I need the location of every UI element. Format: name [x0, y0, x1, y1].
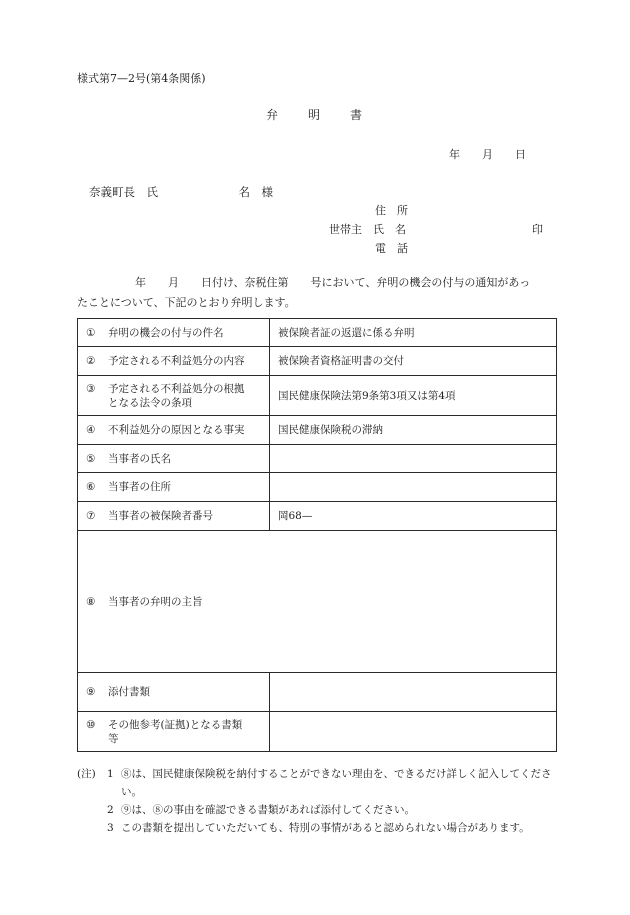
statement-table [77, 318, 557, 752]
value-cell[interactable]: 国民健康保険法第9条第3項又は第4項 [270, 376, 557, 416]
table-row: ② 予定される不利益処分の内容 被保険者資格証明書の交付 [78, 347, 557, 376]
value-cell[interactable]: 被保険者証の返還に係る弁明 [270, 319, 557, 347]
value-cell[interactable] [270, 673, 557, 712]
table-row: ④ 不利益処分の原因となる事実 国民健康保険税の滞納 [78, 416, 557, 445]
value-cell[interactable]: 岡68— [270, 502, 557, 531]
date-line: 年 月 日 [449, 148, 526, 161]
table-row [78, 531, 557, 673]
document-title: 弁 明 書 [265, 108, 364, 122]
name-label: 氏 名 [373, 223, 406, 236]
form-number: 様式第7—2号(第4条関係) [77, 72, 206, 85]
intro-line-2: たことについて、下記のとおり弁明します。 [77, 296, 296, 309]
value-cell[interactable] [270, 445, 557, 473]
table-row: ⑨ 添付書類 [78, 673, 557, 712]
phone-label: 電 話 [375, 242, 408, 255]
table-row: ⑦ 当事者の被保険者番号 岡68— [78, 502, 557, 531]
notes [77, 765, 567, 837]
table-row: ⑤ 当事者の氏名 [78, 445, 557, 473]
table-row: ③ 予定される不利益処分の根拠 となる法令の条項 国民健康保険法第9条第3項又は第4項 [78, 376, 557, 416]
intro-paragraph [77, 273, 557, 313]
value-cell[interactable]: 被保険者資格証明書の交付 [270, 347, 557, 376]
table-row: ⑩ その他参考(証拠)となる書類 等 [78, 712, 557, 752]
seal-mark: 印 [532, 223, 543, 236]
statement-summary-cell[interactable]: ⑧ 当事者の弁明の主旨 [78, 531, 557, 673]
value-cell[interactable] [270, 473, 557, 502]
value-cell[interactable] [270, 712, 557, 752]
notes-prefix: (注) [77, 768, 96, 780]
table-row: ① 弁明の機会の付与の件名 被保険者証の返還に係る弁明 [78, 319, 557, 347]
note-item: 2 ⑨は、⑧の事由を確認できる書類があれば添付してください。 [107, 804, 415, 816]
table-row: ⑥ 当事者の住所 [78, 473, 557, 502]
household-head-label: 世帯主 [329, 223, 362, 236]
intro-line-1: 年 月 日付け、奈税住第 号において、弁明の機会の付与の通知があっ [135, 276, 531, 289]
value-cell[interactable]: 国民健康保険税の滞納 [270, 416, 557, 445]
addressee: 奈義町長 氏 名 様 [89, 185, 273, 199]
address-label: 住 所 [375, 204, 408, 217]
note-item: 3 この書類を提出していただいても、特別の事情があると認められない場合があります。 [107, 822, 530, 834]
note-item: (注) 1 ⑧は、国民健康保険税を納付することができない理由を、できるだけ詳しく記入してください。 [77, 765, 567, 801]
household-head-name-label [329, 221, 406, 237]
